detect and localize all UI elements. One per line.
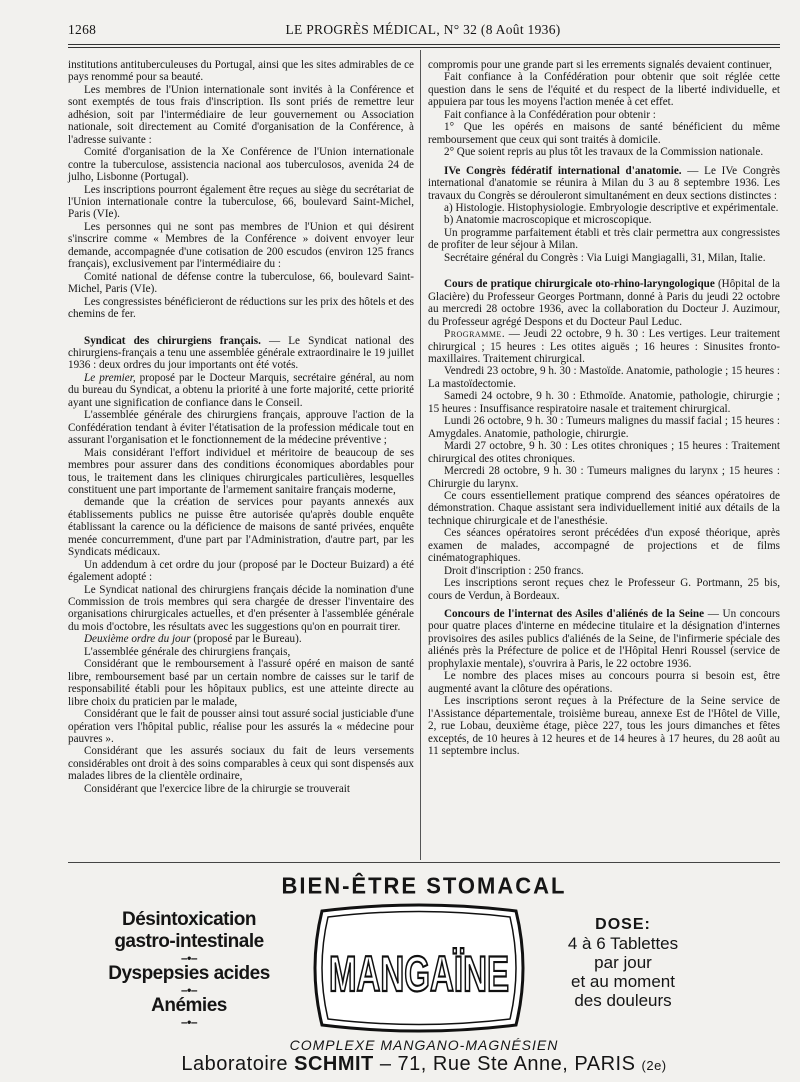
congres-paragraph [428,165,780,202]
paragraph-text: — Le Syndicat national des chirurgiens-français a tenu une assemblée générale extraordinaire le 19 juillet 1936 : deux ordres du jour importants ont été votés. [68,334,414,372]
paragraph: demande que la création de services pour payants annexés aux établissements publics ne puisse être autorisée qu'après double enquête établissant la carence ou la déficience de maisons de santé privées, enquête menée concurremment, d'une part par l'Administration, d'autre part, par les Syndicats médicaux. [68,496,414,559]
brand-logo-frame [308,903,530,1033]
paragraph: 2° Que soient repris au plus tôt les travaux de la Commission nationale. [444,146,764,159]
paragraph-text: (Hôpital de la Glacière) du Professeur Georges Portmann, donné à Paris du jeudi 22 octobre au mercredi 28 octobre 1936, avec la collaboration du Docteur J. Auzimour, du Professeur agrégé Despons et du Docteur Paul Leduc. [428,278,780,328]
paragraph: Considérant que les assurés sociaux du fait de leurs versements considérables ont droit à des soins comparables à ceux qui sont dispensés aux malades libres de la clientèle ordinaire, [68,745,414,783]
ad-dash: –•– [180,1015,198,1029]
ad-indication: gastro-intestinale [114,931,264,952]
ad-dosage [538,915,708,1010]
paragraph: Droit d'inscription : 250 francs. [444,564,584,577]
paragraph: 1° Que les opérés en maisons de santé bénéficient du même remboursement que ceux qui sont traités à domicile. [428,121,780,146]
ad-dash: –•– [180,983,198,997]
advertisement [68,862,780,1078]
paragraph: a) Histologie. Histophysiologie. Embryologie descriptive et expérimentale. [444,201,779,214]
brand-logo [308,903,530,1033]
paragraph [68,372,414,409]
paragraph: Ces séances opératoires seront précédées d'un exposé théorique, après examen de malades, accompagné de projections et de films cinématographiques. [428,527,780,565]
lab-prefix: Laboratoire [181,1053,289,1075]
lead-italic: Le premier, [84,371,136,384]
asiles-paragraph [428,608,780,670]
dose-line: par jour [594,953,652,972]
syndicat-paragraph [68,335,414,372]
left-column [68,59,414,795]
ad-tagline: COMPLEXE MANGANO-MAGNÉSIEN [289,1037,559,1053]
journal-title: LE PROGRÈS MÉDICAL, N° 32 (8 Août 1936) [285,22,561,37]
paragraph: Le Syndicat national des chirurgiens français décide la nomination d'une Commission de trois membres qui sera chargée de dresser l'inventaire des organisations chirurgicales actuelles, et d'en présenter à l'assemblée générale du mois d'octobre, les résultats avec les suggestions qu'on en pourrait tirer. [68,583,414,633]
paragraph: Comité d'organisation de la Xe Conférence de l'Union internationale contre la tuberculose, assistencia nacional aos tuberculosos, avenida 24 de julho, Lisbonne (Portugal). [68,146,414,184]
paragraph: Les personnes qui ne sont pas membres de l'Union et qui désirent s'inscrire comme « Membres de la Conférence » doivent envoyer leur demande, accompagnée d'une cotisation de 200 escudos (environ 125 francs français), exclusivement par l'intermédiaire du : [68,220,414,271]
program-label: Programme. [444,328,506,341]
page-header [68,22,778,42]
header-rule [68,44,780,45]
paragraph: Un addendum à cet ordre du jour (proposé par le Docteur Buizard) a été également adopté : [68,558,414,584]
dose-line: des douleurs [574,991,672,1010]
paragraph: b) Anatomie macroscopique et microscopique. [444,214,652,227]
header-rule-2 [68,47,780,48]
paragraph: Mercredi 28 octobre, 9 h. 30 : Tumeurs malignes du larynx ; 15 heures : Chirurgie du larynx. [428,465,780,490]
paragraph: institutions antituberculeuses du Portugal, ainsi que les sites admirables de ce pays renommé pour sa beauté. [68,59,414,84]
section-heading-cours: Cours de pratique chirurgicale oto-rhino-laryngologique [444,278,715,291]
cours-paragraph [428,278,780,328]
paragraph: Samedi 24 octobre, 9 h. 30 : Ethmoïde. Anatomie, pathologie, chirurgie ; 15 heures : Insuffisance respiratoire nasale et traitement chirurgical. [428,390,780,415]
paragraph [68,633,414,645]
right-column [428,59,780,757]
paragraph-text: — Un concours pour quatre places d'interne en médecine titulaire et la désignation d'internes provisoires des asiles publics d'aliénés de la Seine, de l'infirmerie spéciale des aliénés près la Préfecture de police et de l'Hôpital Henri Roussel (service de prophylaxie mentale), s'ouvrira à Paris, le 22 octobre 1936. [428,608,781,670]
paragraph: compromis pour une grande part si les errements signalés devaient continuer, [428,59,772,71]
paragraph: Considérant que l'exercice libre de la chirurgie se trouverait [84,782,350,795]
column-separator [420,50,421,860]
paragraph-text: — Jeudi 22 octobre, 9 h. 30 : Les vertiges. Leur traitement chirurgical ; 15 heures : Les otites aiguës ; 16 heures : Sinusites fronto-maxillaires. Traitement chirurgical. [428,328,780,365]
paragraph-text: proposé par le Docteur Marquis, secrétaire général, au nom du bureau du Syndicat, a obtenu la priorité à une forte majorité, cette priorité ayant une signification de confiance dans le Conseil. [68,371,414,409]
paragraph: Secrétaire général du Congrès : Via Luigi Mangiagalli, 31, Milan, Italie. [444,251,766,264]
paragraph [428,328,780,365]
paragraph: Comité national de défense contre la tuberculose, 66, boulevard Saint-Michel, Paris (VIe). [68,270,414,296]
paragraph: Vendredi 23 octobre, 9 h. 30 : Mastoïde. Anatomie, pathologie ; 15 heures : La mastoïdectomie. [428,365,780,390]
dose-label: DOSE: [595,916,651,933]
lab-district: (2e) [641,1058,667,1073]
section-heading-congres: IVe Congrès fédératif international d'anatomie. [444,164,682,177]
paragraph: Fait confiance à la Confédération pour obtenir : [444,108,656,121]
paragraph: Les membres de l'Union internationale sont invités à la Conférence et sont exemptés de tous frais d'inscription. Ils sont priés de remettre leur adhésion, soit par l'intermédiaire de leur gouvernement ou Association nationale, soit directement au Comité d'organisation de la Conférence, à l'adresse suivante : [68,83,414,146]
paragraph: Les congressistes bénéficieront de réductions sur les prix des hôtels et des chemins de fer. [68,295,414,321]
paragraph: Les inscriptions pourront également être reçues au siège du secrétariat de l'Union internationale contre la tuberculose, 66, boulevard Saint-Michel, Paris (VIe). [68,183,414,221]
paragraph-text: (proposé par le Bureau). [190,633,302,646]
paragraph: Lundi 26 octobre, 9 h. 30 : Tumeurs malignes du massif facial ; 15 heures : Amygdales. Anatomie, pathologie, chirurgie. [428,415,780,440]
page-number: 1268 [68,22,97,37]
ad-indication: Désintoxication [122,909,256,930]
ad-indication: Anémies [151,995,227,1016]
lab-address: – 71, Rue Ste Anne, PARIS [373,1053,636,1075]
paragraph: Ce cours essentiellement pratique comprend des séances opératoires de démonstration. Chaque assistant sera individuellement initié aux détails de la technique chirurgicale et de l'anesthésie. [428,489,780,527]
dose-line: 4 à 6 Tablettes [567,934,679,953]
ad-dash: –•– [180,951,198,965]
paragraph: Un programme parfaitement établi et très clair permettra aux congressistes de profiter de leur séjour à Milan. [428,226,780,252]
ad-indications [74,909,304,1027]
paragraph: L'assemblée générale des chirurgiens français, [84,645,291,658]
ad-laboratory [68,1053,780,1076]
ad-headline: BIEN-ÊTRE STOMACAL [281,872,567,899]
dose-line: et au moment [571,972,675,991]
paragraph: Les inscriptions seront reçues à la Préfecture de la Seine service de l'Assistance départementale, troisième bureau, annexe Est de l'Hôtel de Ville, 2, rue Lobau, deuxième étage, pièce 227, tous les jours dimanches et fêtes exceptés, de 10 heures à 12 heures et de 14 heures à 17 heures, du 28 août au 11 septembre inclus. [428,695,780,758]
brand-name: MANGAÏNE [329,946,509,1002]
paragraph: Considérant que le fait de pousser ainsi tout assuré social justiciable d'une opération vers l'hôpital public, réalise pour les assurés la « médecine pour pauvres ». [68,708,414,746]
ad-indication: Dyspepsies acides [108,963,270,984]
section-heading-asiles: Concours de l'internat des Asiles d'aliénés de la Seine [444,608,705,621]
paragraph: Considérant que le remboursement à l'assuré opéré en maison de santé libre, remboursement basé par un certain nombre de caisses sur le tarif de responsabilité établi pour les hôpitaux publics, est une atteinte directe au libre choix du praticien par le malade, [68,658,414,708]
paragraph-text: — Le IVe Congrès international d'anatomie se réunira à Milan du 3 au 8 septembre 1936. Les travaux du Congrès se dérouleront simultanément en deux sections distinctes : [428,164,780,202]
paragraph: Mardi 27 octobre, 9 h. 30 : Les otites chroniques ; 15 heures : Traitement chirurgical des otites chroniques. [428,440,780,465]
paragraph: L'assemblée générale des chirurgiens français, approuve l'action de la Confédération tendant à éviter l'étatisation de la profession médicale tout en assurant l'organisation et le fonctionnement de la médecine préventive ; [68,409,414,447]
section-heading-syndicat: Syndicat des chirurgiens français. [84,334,261,347]
lab-name: SCHMIT [294,1053,374,1075]
lead-italic: Deuxième ordre du jour [84,633,191,646]
paragraph: Le nombre des places mises au concours pourra si besoin est, être augmenté avant la clôture des opérations. [428,670,780,695]
paragraph: Fait confiance à la Confédération pour obtenir que soit réglée cette question dans le sens de l'équité et du respect de la liberté individuelle, et appuiera par tous les moyens l'action menée à cet effet. [428,71,780,109]
paragraph: Les inscriptions seront reçues chez le Professeur G. Portmann, 25 bis, cours de Verdun, à Bordeaux. [428,577,780,602]
paragraph: Mais considérant l'effort individuel et méritoire de beaucoup de ses membres pour assurer dans des conditions économiques abordables pour tous, le traitement dans les cliniques chirurgicales particulières, lesquelles constituent une part importante de l'armement sanitaire français moderne, [68,446,414,496]
